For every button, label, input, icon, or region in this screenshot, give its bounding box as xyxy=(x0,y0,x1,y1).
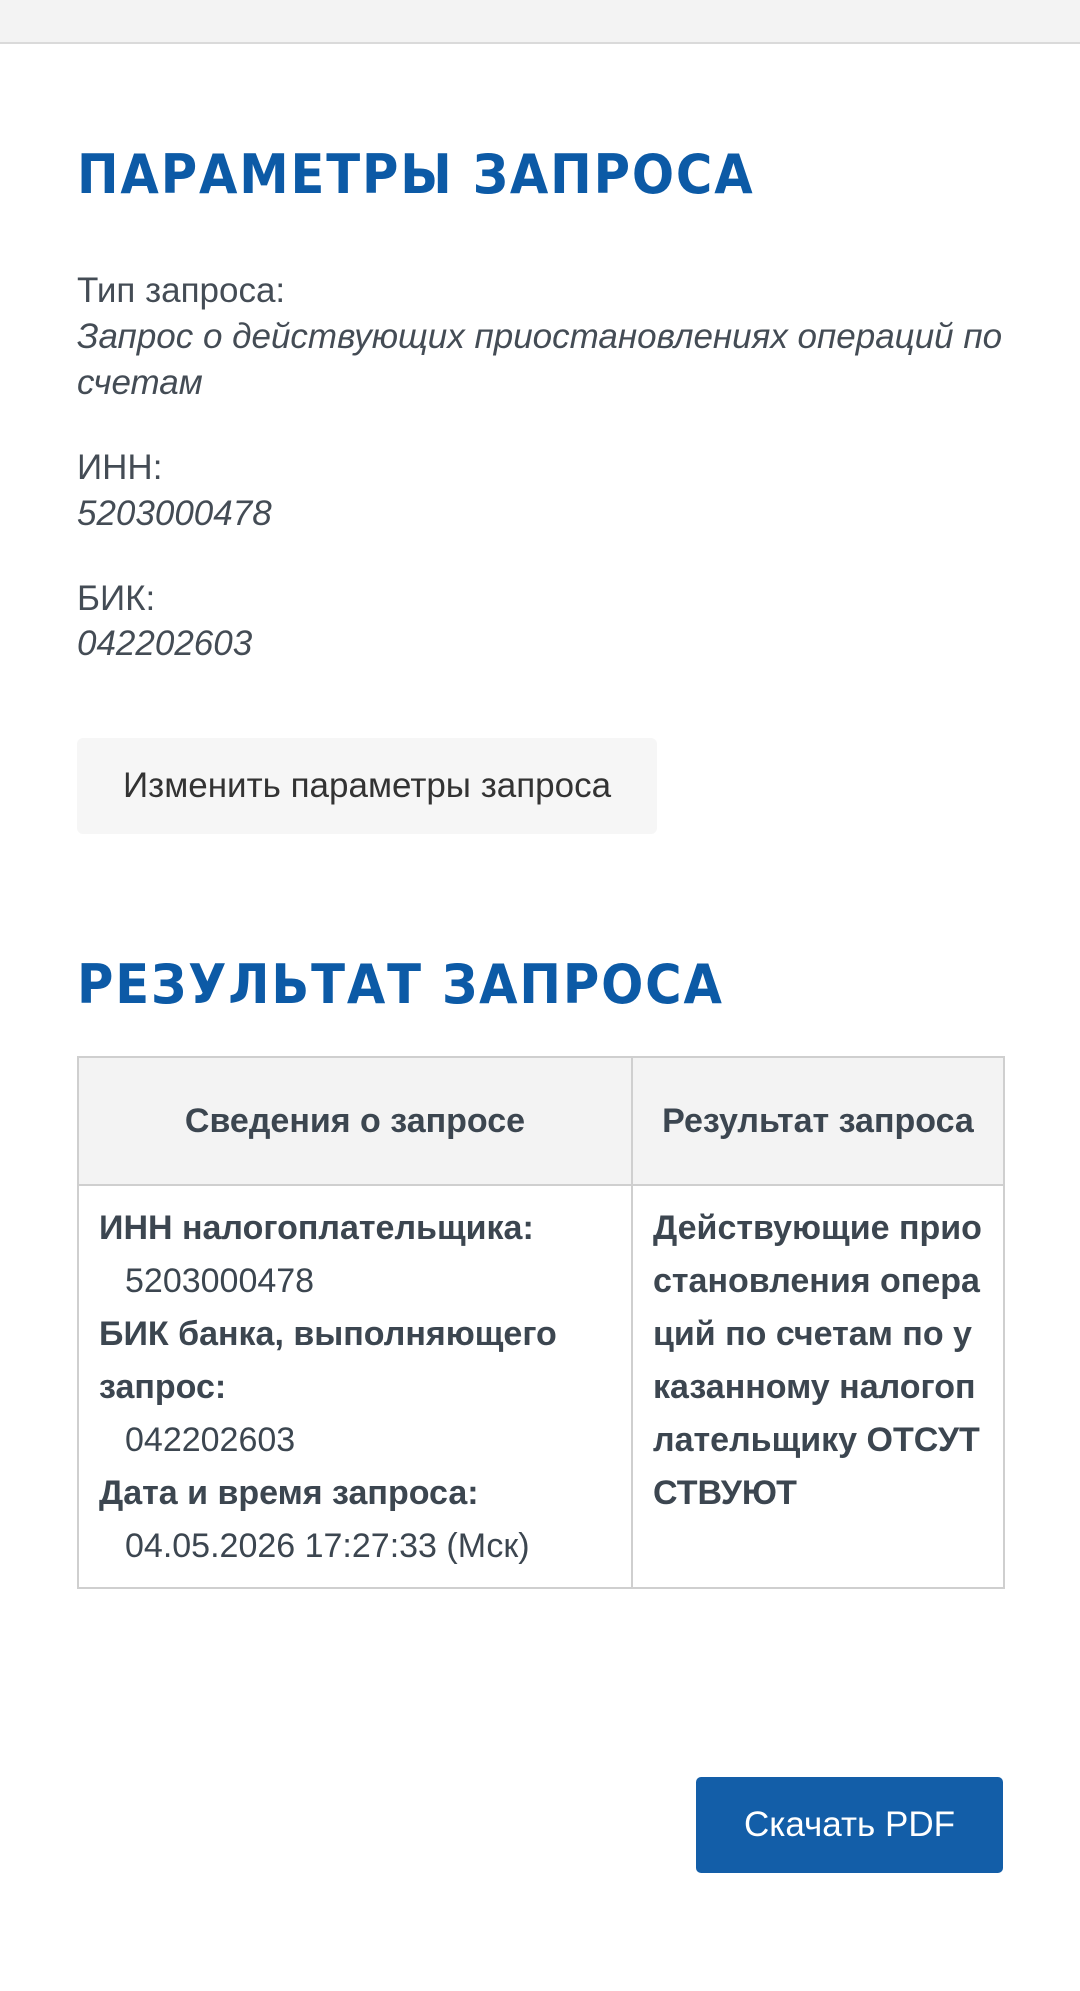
top-bar xyxy=(0,0,1080,44)
bik-label: БИК: xyxy=(77,578,156,618)
request-info-cell xyxy=(78,1185,632,1588)
change-params-button[interactable]: Изменить параметры запроса xyxy=(77,738,657,834)
bik-value: 042202603 xyxy=(77,624,253,664)
bank-bik-value: 042202603 xyxy=(125,1421,296,1460)
result-cell xyxy=(632,1185,1004,1588)
table-header-result: Результат запроса xyxy=(632,1057,1004,1185)
table-header-info: Сведения о запросе xyxy=(78,1057,632,1185)
result-table xyxy=(77,1056,1005,1589)
main-content xyxy=(77,42,1003,1589)
request-type-value: Запрос о действующих приостановлениях операций по счетам xyxy=(77,316,1003,403)
table-header-row xyxy=(78,1057,1004,1185)
inn-value: 5203000478 xyxy=(77,493,272,533)
inn-label: ИНН: xyxy=(77,448,163,488)
request-type-block xyxy=(77,268,1003,407)
inn-block xyxy=(77,445,1003,537)
params-title: ПАРАМЕТРЫ ЗАПРОСА xyxy=(77,143,755,206)
result-title: РЕЗУЛЬТАТ ЗАПРОСА xyxy=(77,953,724,1017)
result-text: Действующие приостановления операций по счетам по указанному налогоплательщику ОТСУТСТВУЮТ xyxy=(653,1209,982,1513)
datetime-value: 04.05.2026 17:27:33 (Мск) xyxy=(125,1527,530,1566)
datetime-label: Дата и время запроса: xyxy=(99,1474,479,1513)
download-pdf-button[interactable]: Скачать PDF xyxy=(696,1777,1003,1873)
bik-block xyxy=(77,576,1003,668)
taxpayer-inn-label: ИНН налогоплательщика: xyxy=(99,1209,534,1248)
table-row xyxy=(78,1185,1004,1588)
bank-bik-label: БИК банка, выполняющего запрос: xyxy=(99,1315,557,1407)
request-type-label: Тип запроса: xyxy=(77,271,286,310)
taxpayer-inn-value: 5203000478 xyxy=(125,1262,315,1301)
